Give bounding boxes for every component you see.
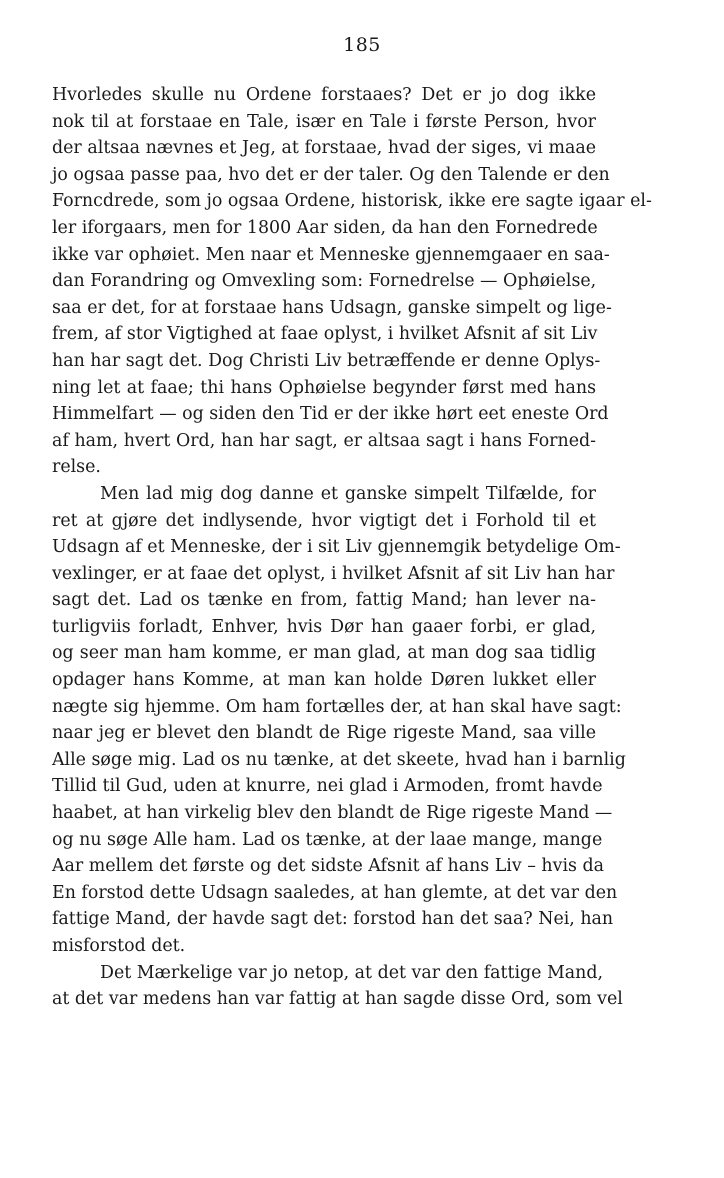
text-line: ler iforgaars, men for 1800 Aar siden, da han den Fornedrede [52,217,598,238]
text-line: ning let at faae; thi hans Ophøielse begynder først med hans [52,377,596,398]
paragraph [52,960,623,1013]
text-line: nok til at forstaae en Tale, især en Tale i første Person, hvor [52,111,596,132]
text-line: vexlinger, er at faae det oplyst, i hvilket Afsnit af sit Liv han har [52,563,615,584]
text-line: Udsagn af et Menneske, der i sit Liv gjennemgik betydelige Om- [52,537,621,558]
text-line: opdager hans Komme, at man kan holde Døren lukket eller [52,670,596,691]
body-text [52,82,652,1013]
text-line: saa er det, for at forstaae hans Udsagn, ganske simpelt og lige- [52,297,612,318]
text-line: ikke var ophøiet. Men naar et Menneske gjennemgaaer en saa- [52,244,610,265]
text-line: dan Forandring og Omvexling som: Fornedrelse — Ophøielse, [52,271,597,292]
text-line: og nu søge Alle ham. Lad os tænke, at der laae mange, mange [52,829,603,850]
text-line: ret at gjøre det indlysende, hvor vigtigt det i Forhold til et [52,510,596,531]
text-line: Forncdrede, som jo ogsaa Ordene, historisk, ikke ere sagte igaar el- [52,191,652,212]
text-line: Det Mærkelige var jo netop, at det var den fattige Mand, [100,962,604,983]
text-line: naar jeg er blevet den blandt de Rige rigeste Mand, saa ville [52,723,596,744]
text-line: sagt det. Lad os tænke en from, fattig Mand; han lever na- [52,590,596,611]
text-line: Hvorledes skulle nu Ordene forstaaes? Det er jo dog ikke [52,85,596,105]
text-line: der altsaa nævnes et Jeg, at forstaae, hvad der siges, vi maae [52,138,596,159]
text-line: En forstod dette Udsagn saaledes, at han glemte, at det var den [52,882,618,903]
text-line: at det var medens han var fattig at han sagde disse Ord, som vel [52,989,623,1010]
text-line: Aar mellem det første og det sidste Afsnit af hans Liv – hvis da [52,856,604,877]
paragraph [52,82,652,481]
text-line: misforstod det. [52,936,186,956]
text-line: nægte sig hjemme. Om ham fortælles der, at han skal have sagt: [52,696,622,717]
text-line: jo ogsaa passe paa, hvo det er der taler. Og den Talende er den [52,164,610,185]
text-line: frem, af stor Vigtighed at faae oplyst, i hvilket Afsnit af sit Liv [52,324,598,345]
text-line: af ham, hvert Ord, han har sagt, er altsaa sagt i hans Forned- [52,430,596,451]
text-line: relse. [52,457,101,478]
text-line: Himmelfart — og siden den Tid er der ikke hørt eet eneste Ord [52,404,609,425]
page-number: 185 [343,34,381,56]
text-line: turligviis forladt, Enhver, hvis Dør han gaaer forbi, er glad, [52,616,596,637]
text-line: og seer man ham komme, er man glad, at man dog saa tidlig [52,643,596,664]
text-line: han har sagt det. Dog Christi Liv betræffende er denne Oplys- [52,350,601,371]
text-line: fattige Mand, der havde sagt det: forstod han det saa? Nei, han [52,909,614,930]
text-line: Tillid til Gud, uden at knurre, nei glad i Armoden, fromt havde [52,776,603,797]
paragraph [52,481,626,960]
text-line: Men lad mig dog danne et ganske simpelt Tilfælde, for [100,483,596,504]
text-line: haabet, at han virkelig blev den blandt de Rige rigeste Mand — [52,803,613,824]
text-line: Alle søge mig. Lad os nu tænke, at det skeete, hvad han i barnlig [52,749,626,770]
